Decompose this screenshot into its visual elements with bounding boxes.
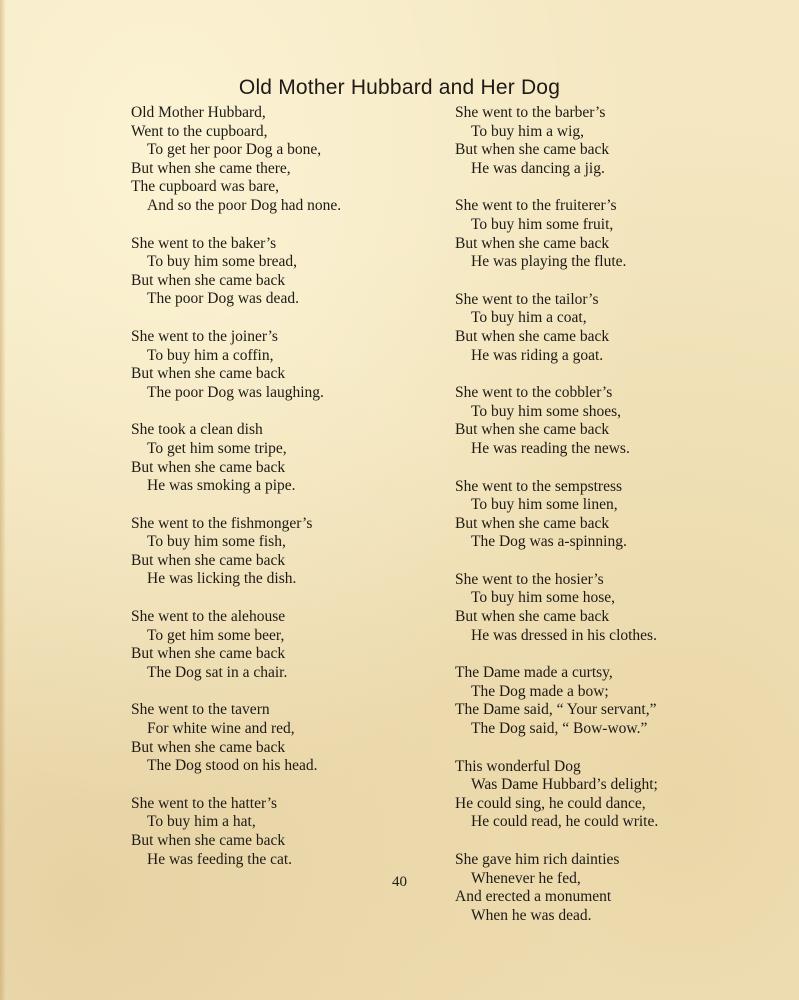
left-column — [131, 104, 471, 888]
verse-line: He was smoking a pipe. — [147, 477, 296, 495]
stanza — [131, 235, 471, 309]
page-number: 40 — [392, 874, 407, 890]
stanza — [455, 664, 795, 738]
stanza — [455, 758, 795, 832]
verse-line: But when she came back — [131, 458, 286, 476]
verse-line: She went to the cobbler’s — [455, 384, 613, 402]
verse-line: But when she came back — [455, 514, 610, 532]
stanza — [455, 571, 795, 645]
page-title: Old Mother Hubbard and Her Dog — [238, 76, 561, 99]
stanza — [131, 701, 471, 775]
verse-line: Whenever he fed, — [471, 869, 581, 887]
verse-line: She gave him rich dainties — [455, 851, 620, 868]
verse-line: The poor Dog was dead. — [147, 290, 299, 308]
verse-line: But when she came back — [455, 327, 610, 345]
verse-line: The Dog was a-spinning. — [471, 533, 627, 551]
verse-line: To buy him some fish, — [147, 533, 286, 551]
verse-line: She went to the tavern — [131, 701, 270, 719]
verse-line: To buy him a hat, — [147, 813, 256, 831]
verse-line: To get him some tripe, — [147, 439, 287, 457]
verse-line: The Dog sat in a chair. — [147, 663, 288, 681]
verse-line: The Dame made a curtsy, — [455, 664, 613, 682]
stanza — [455, 197, 795, 271]
verse-line: And so the poor Dog had none. — [147, 196, 342, 214]
stanza — [131, 515, 471, 589]
verse-line: He was reading the news. — [471, 439, 630, 457]
verse-line: He was dressed in his clothes. — [471, 626, 657, 644]
right-column — [455, 104, 795, 944]
verse-line: But when she came back — [455, 421, 610, 439]
verse-line: Went to the cupboard, — [131, 122, 268, 140]
verse-line: She went to the baker’s — [131, 234, 277, 252]
verse-line: She went to the fruiterer’s — [455, 197, 617, 215]
verse-line: He could sing, he could dance, — [455, 794, 646, 812]
verse-line: To buy him some linen, — [471, 496, 618, 514]
verse-line: And erected a monument — [455, 888, 612, 906]
verse-line: She went to the hosier’s — [455, 570, 604, 588]
verse-line: To get him some beer, — [147, 626, 285, 644]
verse-line: To buy him some hose, — [471, 589, 616, 607]
verse-line: For white wine and red, — [147, 720, 295, 738]
stanza — [455, 384, 795, 458]
stanza — [131, 104, 471, 216]
verse-line: He was playing the flute. — [471, 253, 627, 271]
verse-line: But when she came back — [131, 832, 286, 849]
verse-line: He was licking the dish. — [147, 570, 297, 588]
verse-line: The Dog said, “ Bow-wow.” — [471, 720, 648, 738]
verse-line: The poor Dog was laughing. — [147, 383, 324, 401]
verse-line: When he was dead. — [471, 906, 592, 924]
verse-line: But when she came back — [455, 141, 610, 159]
verse-line: But when she came there, — [131, 159, 291, 177]
verse-line: To buy him some fruit, — [471, 215, 614, 233]
verse-line: He could read, he could write. — [471, 813, 659, 831]
verse-line: The cupboard was bare, — [131, 178, 280, 196]
verse-line: She went to the barber’s — [455, 104, 606, 121]
verse-line: But when she came back — [455, 608, 610, 626]
verse-line: She went to the tailor’s — [455, 290, 599, 308]
verse-line: Old Mother Hubbard, — [131, 104, 266, 121]
verse-line: The Dog stood on his head. — [147, 757, 318, 775]
verse-line: To get her poor Dog a bone, — [147, 141, 322, 159]
stanza — [131, 328, 471, 402]
verse-line: To buy him a wig, — [471, 122, 585, 140]
verse-line: But when she came back — [455, 234, 610, 252]
verse-line: He was riding a goat. — [471, 346, 604, 364]
stanza — [131, 608, 471, 682]
stanza — [455, 104, 795, 178]
stanza — [131, 795, 471, 869]
verse-line: She went to the hatter’s — [131, 794, 278, 812]
verse-line: She took a clean dish — [131, 421, 263, 439]
verse-line: But when she came back — [131, 645, 286, 663]
verse-line: But when she came back — [131, 271, 286, 289]
verse-line: The Dame said, “ Your servant,” — [455, 701, 657, 719]
verse-line: To buy him some shoes, — [471, 402, 622, 420]
stanza — [455, 291, 795, 365]
verse-line: He was dancing a jig. — [471, 159, 605, 177]
verse-line: This wonderful Dog — [455, 757, 581, 775]
verse-line: Was Dame Hubbard’s delight; — [471, 776, 658, 794]
stanza — [131, 421, 471, 495]
verse-line: To buy him a coffin, — [147, 346, 274, 364]
verse-line: To buy him a coat, — [471, 309, 587, 327]
page-edge-shadow — [0, 0, 6, 1000]
stanza — [455, 478, 795, 552]
verse-line: But when she came back — [131, 551, 286, 569]
verse-line: She went to the sempstress — [455, 477, 623, 495]
verse-line: To buy him some bread, — [147, 253, 298, 271]
verse-line: But when she came back — [131, 365, 286, 383]
verse-line: She went to the alehouse — [131, 608, 286, 626]
verse-line: She went to the fishmonger’s — [131, 514, 313, 532]
verse-line: The Dog made a bow; — [471, 682, 609, 700]
verse-line: He was feeding the cat. — [147, 850, 293, 868]
verse-line: She went to the joiner’s — [131, 327, 278, 345]
verse-line: But when she came back — [131, 738, 286, 756]
